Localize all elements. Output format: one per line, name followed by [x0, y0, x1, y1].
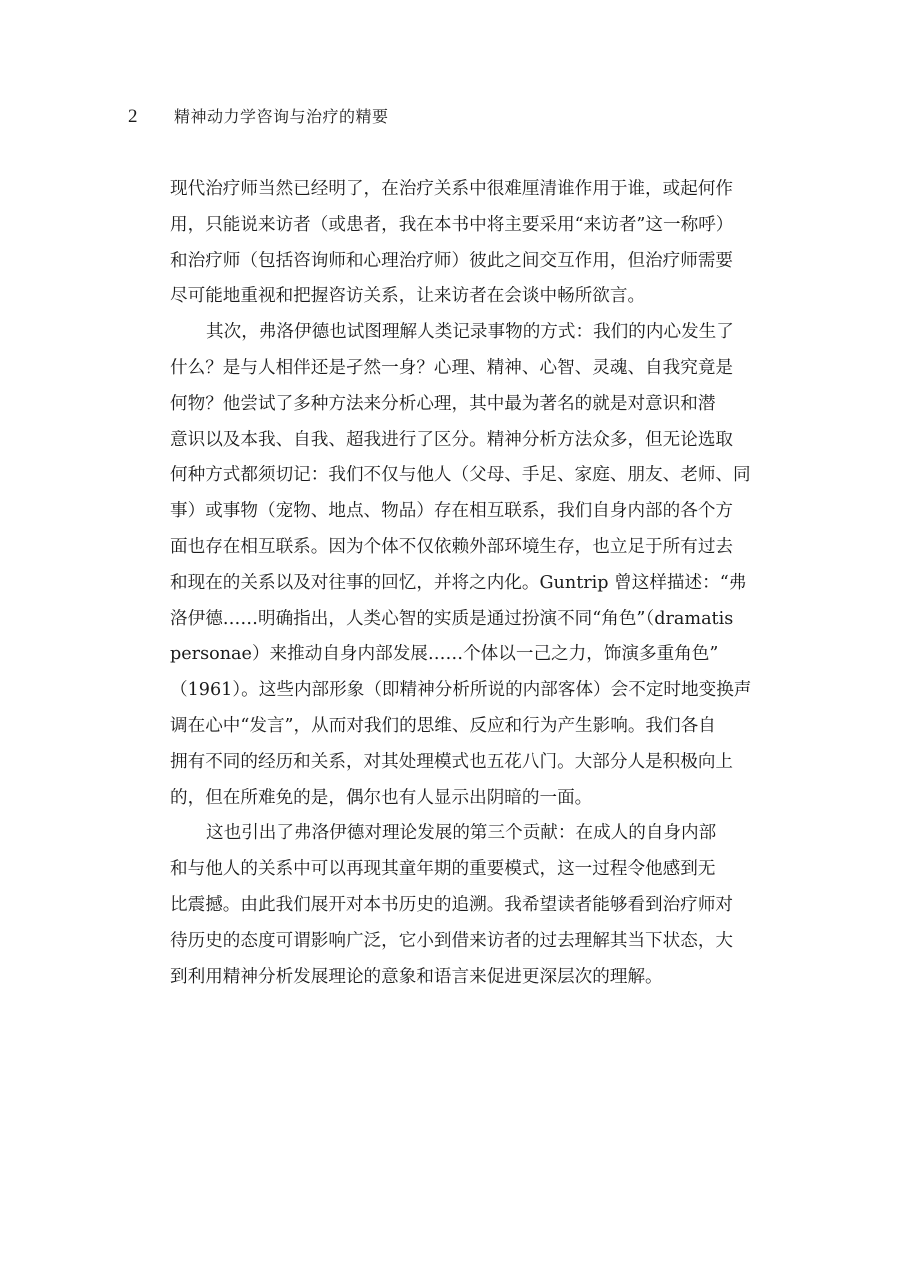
book-title: 精神动力学咨询与治疗的精要	[174, 107, 389, 126]
text-line: 调在心中“发言”，从而对我们的思维、反应和行为产生影响。我们各自	[170, 715, 716, 736]
text-line: 面也存在相互联系。因为个体不仅依赖外部环境生存，也立足于所有过去	[170, 536, 734, 557]
text-line: 和与他人的关系中可以再现其童年期的重要模式，这一过程令他感到无	[170, 859, 716, 880]
text-line: 比震撼。由此我们展开对本书历史的追溯。我希望读者能够看到治疗师对	[170, 894, 734, 915]
text-line: 的，但在所难免的是，偶尔也有人显示出阴暗的一面。	[170, 787, 593, 808]
text-line: 事）或事物（宠物、地点、物品）存在相互联系，我们自身内部的各个方	[170, 501, 734, 522]
text-line: personae）来推动自身内部发展……个体以一己之力，饰演多重角色”	[170, 644, 719, 665]
text-line: 意识以及本我、自我、超我进行了区分。精神分析方法众多，但无论选取	[170, 429, 734, 450]
text-line: （1961）。这些内部形象（即精神分析所说的内部客体）会不定时地变换声	[170, 680, 752, 701]
body-text	[170, 172, 770, 995]
text-line: 其次，弗洛伊德也试图理解人类记录事物的方式：我们的内心发生了	[206, 322, 734, 343]
text-line: 拥有不同的经历和关系，对其处理模式也五花八门。大部分人是积极向上	[170, 751, 734, 772]
text-line: 到利用精神分析发展理论的意象和语言来促进更深层次的理解。	[170, 966, 663, 987]
text-line: 待历史的态度可谓影响广泛，它小到借来访者的过去理解其当下状态，大	[170, 930, 734, 951]
text-line: 什么？是与人相伴还是孑然一身？心理、精神、心智、灵魂、自我究竟是	[170, 357, 734, 378]
page-number: 2	[128, 106, 138, 127]
text-line: 洛伊德……明确指出，人类心智的实质是通过扮演不同“角色”（dramatis	[170, 608, 734, 629]
text-line: 尽可能地重视和把握咨访关系，让来访者在会谈中畅所欲言。	[170, 286, 646, 307]
text-line: 用，只能说来访者（或患者，我在本书中将主要采用“来访者”这一称呼）	[170, 214, 734, 235]
text-line: 何物？他尝试了多种方法来分析心理，其中最为著名的就是对意识和潜	[170, 393, 716, 414]
text-line: 何种方式都须切记：我们不仅与他人（父母、手足、家庭、朋友、老师、同	[170, 465, 751, 486]
text-line: 这也引出了弗洛伊德对理论发展的第三个贡献：在成人的自身内部	[206, 823, 717, 844]
text-line: 现代治疗师当然已经明了，在治疗关系中很难厘清谁作用于谁，或起何作	[170, 179, 734, 199]
running-header	[128, 104, 389, 128]
text-line: 和治疗师（包括咨询师和心理治疗师）彼此之间交互作用，但治疗师需要	[170, 250, 734, 271]
text-line: 和现在的关系以及对往事的回忆，并将之内化。Guntrip 曾这样描述：“弗	[170, 572, 747, 593]
